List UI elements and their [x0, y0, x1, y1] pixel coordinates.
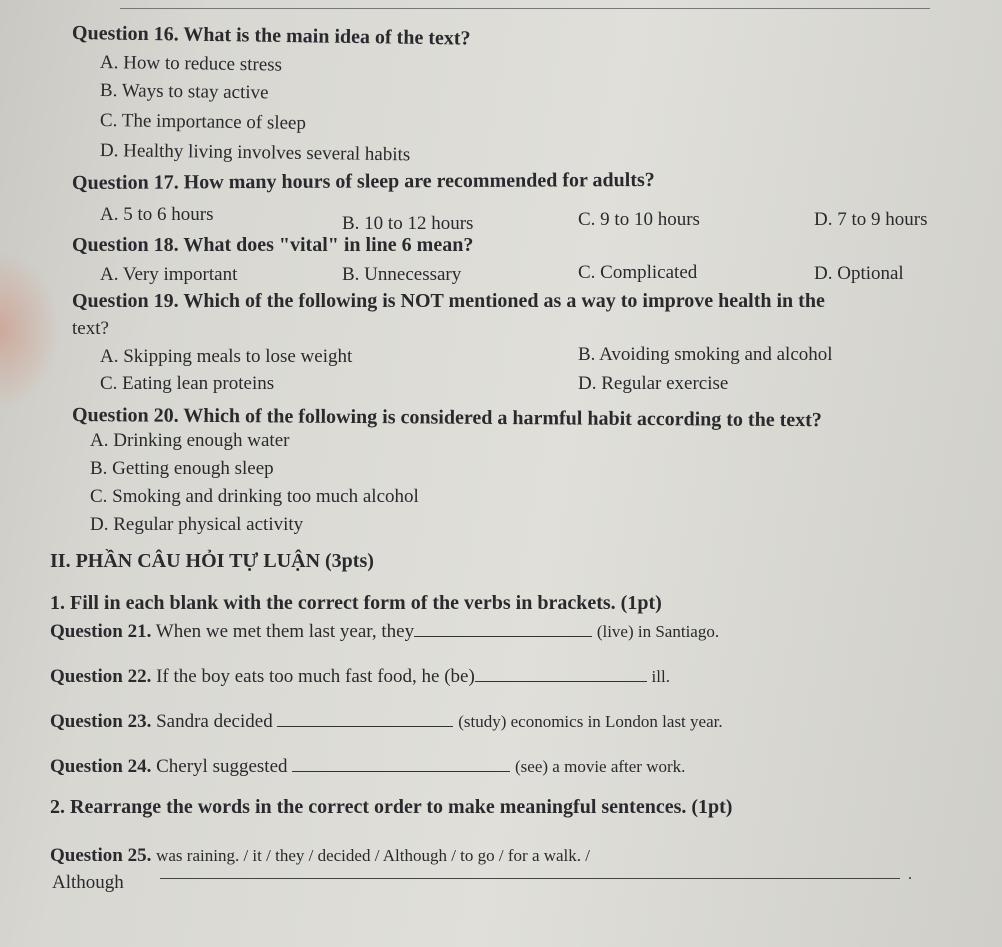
q22-after: ill.	[651, 667, 670, 686]
q21-after: (live) in Santiago.	[596, 622, 720, 641]
finger-shadow	[0, 250, 60, 410]
q20-option-a: A. Drinking enough water	[90, 430, 290, 451]
section-2-heading: II. PHẦN CÂU HỎI TỰ LUẬN (3pts)	[50, 550, 374, 572]
q16-option-d: D. Healthy living involves several habits	[99, 140, 411, 166]
q20-option-d: D. Regular physical activity	[90, 514, 304, 535]
q20-stem: Question 20. Which of the following is considered a harmful habit according to the text?	[71, 404, 822, 432]
q19-option-d: D. Regular exercise	[578, 373, 729, 394]
q24-line	[50, 755, 685, 778]
q16-stem: Question 16. What is the main idea of the text?	[71, 22, 471, 50]
q19-option-c: C. Eating lean proteins	[100, 373, 275, 394]
q16-option-c: C. The importance of sleep	[99, 110, 307, 134]
q16-option-a: A. How to reduce stress	[99, 52, 283, 76]
q19-option-a: A. Skipping meals to lose weight	[100, 346, 353, 367]
q19-option-b: B. Avoiding smoking and alcohol	[578, 344, 833, 365]
q17-option-c: C. 9 to 10 hours	[578, 209, 700, 230]
q25-line	[50, 845, 590, 867]
q16-option-b: B. Ways to stay active	[99, 80, 269, 104]
q23-before: Sandra decided	[156, 711, 273, 732]
q24-label: Question 24.	[50, 756, 152, 777]
q18-option-d: D. Optional	[814, 263, 904, 284]
q23-blank[interactable]	[277, 710, 453, 727]
q18-stem: Question 18. What does "vital" in line 6 mean?	[72, 234, 474, 256]
q22-blank[interactable]	[475, 665, 647, 682]
q24-after: (see) a movie after work.	[515, 757, 686, 776]
q22-line	[50, 665, 670, 688]
q18-option-a: A. Very important	[100, 264, 238, 285]
q24-before: Cheryl suggested	[156, 756, 288, 777]
q21-line	[50, 620, 719, 643]
q17-option-a: A. 5 to 6 hours	[100, 204, 214, 225]
q23-label: Question 23.	[50, 711, 152, 732]
q20-option-b: B. Getting enough sleep	[90, 458, 274, 479]
q25-words: was raining. / it / they / decided / Although / to go / for a walk. /	[156, 846, 591, 865]
q17-option-b: B. 10 to 12 hours	[342, 213, 474, 234]
q17-stem: Question 17. How many hours of sleep are recommended for adults?	[71, 168, 655, 194]
part-2-heading: 2. Rearrange the words in the correct order to make meaningful sentences. (1pt)	[50, 796, 733, 818]
q25-label: Question 25.	[50, 845, 152, 866]
q24-blank[interactable]	[292, 755, 510, 772]
q21-before: When we met them last year, they	[155, 621, 415, 642]
top-rule	[120, 8, 930, 9]
q21-label: Question 21.	[50, 621, 152, 642]
part-1-heading: 1. Fill in each blank with the correct form of the verbs in brackets. (1pt)	[50, 592, 662, 614]
q19-stem-line2: text?	[72, 318, 109, 339]
q19-stem-line1: Question 19. Which of the following is NOT mentioned as a way to improve health in the	[72, 290, 825, 312]
q25-start-word: Although	[52, 872, 124, 893]
q18-option-c: C. Complicated	[578, 262, 698, 283]
q18-option-b: B. Unnecessary	[342, 264, 462, 285]
q23-after: (study) economics in London last year.	[458, 712, 723, 731]
q25-end-mark: .	[908, 866, 912, 883]
q23-line	[50, 710, 723, 733]
q25-answer-line[interactable]	[160, 878, 900, 879]
q22-before: If the boy eats too much fast food, he (be)	[156, 666, 475, 687]
q20-option-c: C. Smoking and drinking too much alcohol	[90, 486, 419, 507]
q17-option-d: D. 7 to 9 hours	[814, 209, 928, 230]
q21-blank[interactable]	[414, 620, 592, 637]
q22-label: Question 22.	[50, 666, 152, 687]
